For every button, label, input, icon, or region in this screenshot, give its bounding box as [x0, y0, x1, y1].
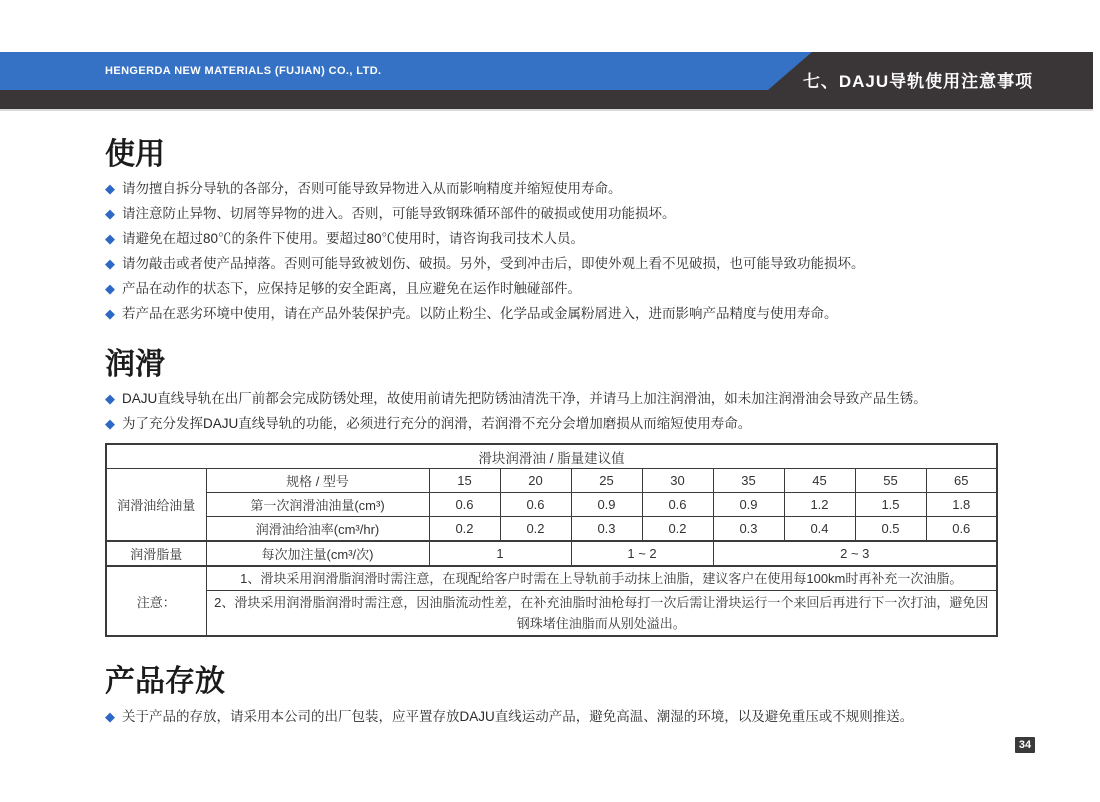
bullet-item	[105, 415, 998, 432]
usage-bullet-list	[105, 180, 998, 322]
bullet-text: 请勿敲击或者使产品掉落。否则可能导致被划伤、破损。另外，受到冲击后，即使外观上看不见破损，也可能导致功能损坏。	[122, 256, 865, 271]
diamond-bullet-icon: ◆	[105, 709, 115, 724]
size-header-cell: 35	[713, 469, 784, 493]
value-cell: 0.6	[926, 517, 997, 542]
bullet-item	[105, 305, 998, 322]
size-header-cell: 15	[429, 469, 500, 493]
value-cell: 0.9	[571, 493, 642, 517]
storage-heading: 产品存放	[105, 665, 225, 698]
page-content	[105, 111, 998, 733]
usage-section	[105, 138, 998, 322]
bullet-item	[105, 708, 998, 725]
bullet-item	[105, 390, 998, 407]
bullet-text: 请注意防止异物、切屑等异物的进入。否则，可能导致钢珠循环部件的破损或使用功能损坏。	[122, 206, 676, 221]
value-cell: 0.4	[784, 517, 855, 542]
size-header-cell: 20	[500, 469, 571, 493]
value-cell: 0.6	[642, 493, 713, 517]
diamond-bullet-icon: ◆	[105, 391, 115, 406]
page-number-badge: 34	[1015, 737, 1035, 753]
spec-header-cell: 规格 / 型号	[206, 469, 429, 493]
bullet-text: 请避免在超过80℃的条件下使用。要超过80℃使用时，请咨询我司技术人员。	[122, 231, 585, 246]
value-cell: 0.6	[429, 493, 500, 517]
table-row	[106, 493, 997, 517]
bullet-text: 若产品在恶劣环境中使用，请在产品外装保护壳。以防止粉尘、化学品或金属粉屑进入，进而影响产品精度与使用寿命。	[122, 306, 838, 321]
company-name: HENGERDA NEW MATERIALS (FUJIAN) CO., LTD.	[105, 65, 382, 77]
bullet-item	[105, 180, 998, 197]
value-cell: 1	[429, 541, 571, 566]
size-header-cell: 65	[926, 469, 997, 493]
table-title-row	[106, 444, 997, 469]
bullet-text: DAJU直线导轨在出厂前都会完成防锈处理，故使用前请先把防锈油清洗干净，并请马上加注润滑油，如未加注润滑油会导致产品生锈。	[122, 391, 927, 406]
usage-heading: 使用	[105, 138, 165, 171]
note-text-cell: 2、滑块采用润滑脂润滑时需注意，因油脂流动性差，在补充油脂时油枪每打一次后需让滑块运行一个来回后再进行下一次打油，避免因钢珠堵住油脂而从别处溢出。	[206, 591, 997, 637]
size-header-cell: 45	[784, 469, 855, 493]
bullet-text: 关于产品的存放，请采用本公司的出厂包装，应平置存放DAJU直线运动产品，避免高温、潮湿的环境，以及避免重压或不规则推送。	[122, 709, 914, 724]
bullet-text: 产品在动作的状态下，应保持足够的安全距离，且应避免在运作时触碰部件。	[122, 281, 581, 296]
diamond-bullet-icon: ◆	[105, 306, 115, 321]
size-header-cell: 25	[571, 469, 642, 493]
value-cell: 0.2	[500, 517, 571, 542]
lubrication-table	[105, 443, 998, 637]
diamond-bullet-icon: ◆	[105, 416, 115, 431]
diamond-bullet-icon: ◆	[105, 256, 115, 271]
lubrication-bullet-list	[105, 390, 998, 432]
grease-row	[106, 541, 997, 566]
storage-bullet-list	[105, 708, 998, 725]
value-cell: 0.3	[713, 517, 784, 542]
diamond-bullet-icon: ◆	[105, 206, 115, 221]
value-cell: 1 ~ 2	[571, 541, 713, 566]
bullet-text: 为了充分发挥DAJU直线导轨的功能，必须进行充分的润滑，若润滑不充分会增加磨损从而缩短使用寿命。	[122, 416, 752, 431]
note-label-cell: 注意：	[106, 566, 206, 636]
bullet-item	[105, 205, 998, 222]
section-banner-title: 七、DAJU导轨使用注意事项	[802, 72, 1034, 91]
value-cell: 0.3	[571, 517, 642, 542]
diamond-bullet-icon: ◆	[105, 281, 115, 296]
storage-section	[105, 665, 998, 725]
note-row	[106, 591, 997, 637]
note-text-cell: 1、滑块采用润滑脂润滑时需注意，在现配给客户时需在上导轨前手动抹上油脂，建议客户在使用每100km时再补充一次油脂。	[206, 566, 997, 591]
size-header-cell: 55	[855, 469, 926, 493]
value-cell: 1.5	[855, 493, 926, 517]
row-label-cell: 润滑油给油率(cm³/hr)	[206, 517, 429, 542]
lubrication-heading: 润滑	[105, 348, 165, 381]
bullet-text: 请勿擅自拆分导轨的各部分，否则可能导致异物进入从而影响精度并缩短使用寿命。	[122, 181, 622, 196]
value-cell: 0.2	[642, 517, 713, 542]
grease-group-label-cell: 润滑脂量	[106, 541, 206, 566]
value-cell: 0.9	[713, 493, 784, 517]
table-title: 滑块润滑油 / 脂量建议值	[106, 444, 997, 469]
lubrication-section	[105, 348, 998, 637]
bullet-item	[105, 230, 998, 247]
row-label-cell: 每次加注量(cm³/次)	[206, 541, 429, 566]
row-label-cell: 第一次润滑油油量(cm³)	[206, 493, 429, 517]
diamond-bullet-icon: ◆	[105, 181, 115, 196]
value-cell: 1.8	[926, 493, 997, 517]
value-cell: 2 ~ 3	[713, 541, 997, 566]
bullet-item	[105, 255, 998, 272]
bullet-item	[105, 280, 998, 297]
value-cell: 0.6	[500, 493, 571, 517]
table-header-row	[106, 469, 997, 493]
value-cell: 0.5	[855, 517, 926, 542]
size-header-cell: 30	[642, 469, 713, 493]
value-cell: 0.2	[429, 517, 500, 542]
note-row	[106, 566, 997, 591]
value-cell: 1.2	[784, 493, 855, 517]
diamond-bullet-icon: ◆	[105, 231, 115, 246]
oil-group-label-cell: 润滑油给油量	[106, 469, 206, 542]
table-row	[106, 517, 997, 542]
